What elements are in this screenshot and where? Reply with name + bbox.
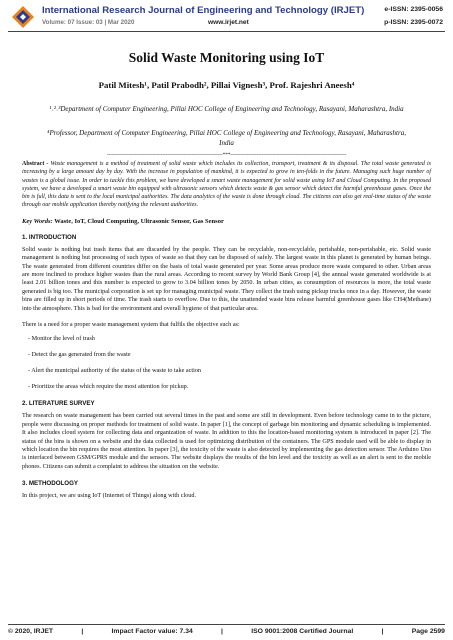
footer-page-number: Page 2599 xyxy=(411,628,445,635)
footer-copyright: © 2020, IRJET xyxy=(8,628,54,635)
section-heading-introduction: 1. INTRODUCTION xyxy=(22,233,77,241)
affiliation-professor: ⁴Professor, Department of Computer Engineering, Pillai HOC College of Engineering and Technology, Rasayani, Maharashtra, India xyxy=(47,129,406,147)
footer-divider xyxy=(8,624,445,625)
irjet-logo-icon xyxy=(10,5,36,29)
journal-header xyxy=(8,4,445,32)
header-divider xyxy=(8,31,445,32)
introduction-paragraph: Solid waste is nothing but trash items that are discarded by the people. They can be recyclable, non-recyclable, perishable, non-perishable, etc. Solid waste management is nothing but processing of such types of waste so that they can be disposed of safely. The largest waste in this planet is generated by human beings. The waste generated from different countries differ on the basis of total waste generated per year. Some areas produce more waste compared to other. Urban areas are more inclined to produce higher wastes than the rural areas. According to recent survey by World Bank Group [4], the annual waste generated worldwide is at least 2.01 billion tones and this number is expected to grow to 3.04 billion tones by 2050. In urban cities, as consumption of resources is more, the total waste generated is big too. The municipal corporation is set up for managing municipal waste. They collect the trash using pickup trucks once in a day. However, the waste bins are filled up in short periods of time. The trash starts to overflow. Due to this, the unattended waste bins release harmful greenhouse gases like CH4(Methane) into the atmosphere. This is bad for the environment and overall hygiene of that particular area. xyxy=(22,245,431,312)
objectives-intro: There is a need for a proper waste management system that fulfils the objective such as: xyxy=(22,321,240,329)
keywords-text: Waste, IoT, Cloud Computing, Ultrasonic Sensor, Gas Sensor xyxy=(54,217,224,225)
methodology-paragraph: In this project, we are using IoT (Internet of Things) along with cloud. xyxy=(22,492,197,500)
paper-body xyxy=(22,160,431,501)
abstract xyxy=(22,160,431,210)
journal-title: International Research Journal of Engineering and Technology (IRJET) xyxy=(42,5,365,16)
section-heading-literature-survey: 2. LITERATURE SURVEY xyxy=(22,400,95,408)
abstract-label: Abstract - xyxy=(22,161,51,167)
p-issn: p-ISSN: 2395-0072 xyxy=(384,19,443,26)
objectives-list xyxy=(22,335,431,391)
footer-divider-bar: | xyxy=(221,628,223,635)
e-issn: e-ISSN: 2395-0056 xyxy=(384,6,443,13)
journal-website[interactable]: www.irjet.net xyxy=(208,19,249,26)
footer-divider-bar: | xyxy=(381,628,384,635)
section-heading-methodology: 3. METHODOLOGY xyxy=(22,480,79,488)
literature-survey-paragraph: The research on waste management has been carried out several times in the past and some are still in development. Even before technology came in to the picture, people were discussing on proper methods for treatment of solid waste. In paper [1], the concept of garbage bin monitoring and dynamic scheduling is implemented. It also includes cloud system for collecting data and organization of waste. In addition to this the location-based monitoring system is introduced in paper [2]. The status of the bins is shown on a website and the data collected is used for optimizing distribution of the containers. The GPS module used will be able to display in which location the bin requires the most attention. In paper [3], the toxicity of the waste is also detected by implementing the gas detection sensor. The Arduino Uno is interfaced between GSM/GPRS module and the sensors. The website displays the results of the bin level and the toxicity as well as an alert is sent to the mobile phones. Citizens can submit a complaint to address the situation on the website. xyxy=(22,412,431,470)
keywords-label: Key Words: xyxy=(22,217,55,225)
footer-iso: ISO 9001:2008 Certified Journal xyxy=(251,628,354,635)
affiliation-students: ¹˒²˒³Department of Computer Engineering, Pillai HOC College of Engineering and Technology, Rasayani, Maharashtra, India xyxy=(49,105,404,113)
list-item: - Alert the municipal authority of the status of the waste to take action xyxy=(28,367,202,375)
section-separator: -----------------------------------------------------------------------***----------------------------------------------------------------------- xyxy=(106,152,347,158)
list-item: - Detect the gas generated from the waste xyxy=(28,351,131,359)
footer-impact-factor: Impact Factor value: 7.34 xyxy=(111,628,193,635)
keywords xyxy=(22,218,431,225)
paper-authors: Patil Mitesh¹, Patil Prabodh², Pillai Vignesh³, Prof. Rajeshri Aneesh⁴ xyxy=(98,80,355,90)
list-item: - Monitor the level of trash xyxy=(28,335,95,343)
list-item: - Prioritize the areas which require the most attention for pickup. xyxy=(28,383,189,391)
journal-volume: Volume: 07 Issue: 03 | Mar 2020 xyxy=(42,19,135,26)
page-footer xyxy=(8,628,445,635)
footer-divider-bar: | xyxy=(81,628,84,635)
paper-title: Solid Waste Monitoring using IoT xyxy=(128,50,325,65)
abstract-text: Waste management is a method of treatment of solid waste which includes its collection, transport, treatment & its disposal. The total waste generated is increasing by a large amount day by day. With the increase in population of mankind, it is expected to grow in ten-folds in the future. Managing such huge number of wastes is a global issue. In order to tackle this problem, we have developed a smart waste management for solid waste using IoT and Cloud Computing. In the proposed system, we have a developed a smart waste bin equipped with ultrasonic sensors which detects waste & gas sensor which detect the harmful greenhouse gases. Once the bin is full, this data is sent to the local municipal authorities. The data analytics of the waste is done through cloud. The citizens can also get real-time status of the waste through our mobile application thereby notifying the relevant authorities. xyxy=(22,161,431,209)
